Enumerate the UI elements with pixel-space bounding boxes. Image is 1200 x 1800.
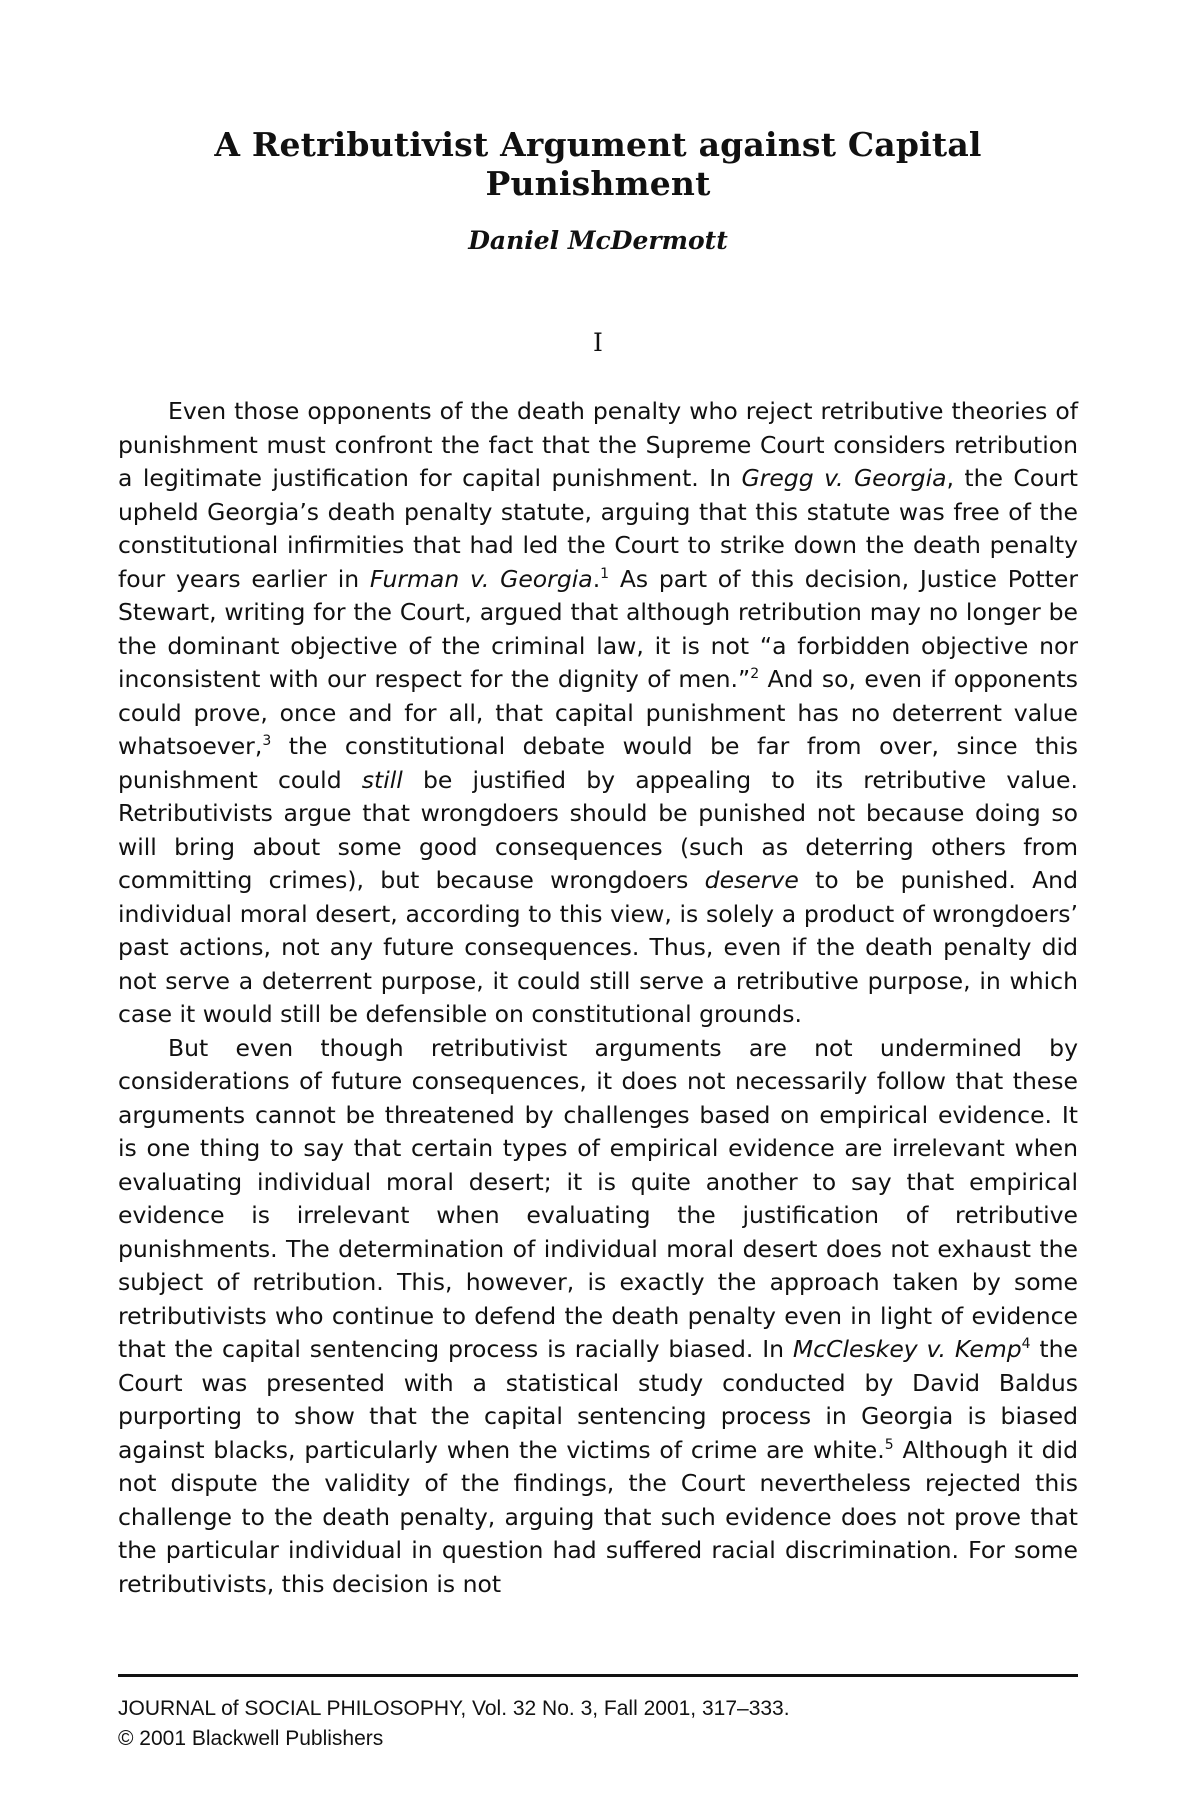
case-name-gregg: Gregg v. Georgia (741, 464, 947, 492)
case-name-mccleskey: McCleskey v. Kemp (792, 1335, 1022, 1363)
emphasis-still: still (361, 765, 403, 794)
paragraph-1 (118, 395, 1078, 1032)
case-name-furman: Furman v. Georgia (369, 564, 593, 593)
article-body (118, 395, 1078, 1601)
text-segment: Although it did not dispute the validity of the findings, the Court nevertheless rejected this challenge to the death penalty, arguing that such evidence does not prove that the particular individual in question had suffered racial discrimination. For some retributivists, this decision is not (118, 1435, 1078, 1598)
text-segment: But even though retributivist arguments are not undermined by considerations of future consequences, it does not necessarily follow that these arguments cannot be threatened by challenges based on empirical evidence. It is one thing to say that certain types of empirical evidence are irrelevant when evaluating individual moral desert; it is quite another to say that empirical evidence is irrelevant when evaluating the justification of retributive punishments. The determination of individual moral desert does not exhaust the subject of retribution. This, however, is exactly the approach taken by some retributivists who continue to defend the death penalty even in light of evidence that the capital sentencing process is racially biased. In (118, 1033, 1078, 1363)
text-segment: to be punished. And individual moral desert, according to this view, is solely a product of wrongdoers’ past actions, not any future consequences. Thus, even if the death penalty did not serve a deterrent purpose, it could still serve a retributive purpose, in which case it would still be defensible on constitutional grounds. (118, 866, 1078, 1028)
page-footer (118, 1694, 1078, 1754)
emphasis-deserve: deserve (704, 866, 799, 894)
text-segment: Even those opponents of the death penalty who reject retributive theories of punishment must confront the fact that the Supreme Court considers retribution a legitimate justification for capital punishment. In (118, 397, 1078, 492)
footer-divider (118, 1674, 1078, 1677)
text-segment: . (592, 564, 601, 593)
section-number: I (593, 328, 603, 357)
text-segment: the constitutional debate would be far from over, since this punishment could (118, 732, 1078, 794)
article-title: A Retributivist Argument against Capital Punishment (214, 125, 982, 203)
text-segment: As part of this decision, Justice Potter Stewart, writing for the Court, argued that although retribution may no longer be the dominant objective of the criminal law, it is not “a forbidden objective nor inconsistent with our respect for the dignity of men.” (118, 564, 1078, 693)
text-segment: the Court was presented with a statistical study conducted by David Baldus purporting to show that the capital sentencing process in Georgia is biased against blacks, particularly when the victims of crime are white. (118, 1335, 1078, 1464)
footnote-ref-1: 1 (600, 565, 610, 582)
article-author: Daniel McDermott (468, 226, 728, 255)
journal-citation: JOURNAL of SOCIAL PHILOSOPHY, Vol. 32 No. 3, Fall 2001, 317–333. (118, 1697, 790, 1720)
paragraph-2 (118, 1032, 1078, 1602)
journal-page (118, 0, 1078, 1800)
footnote-ref-2: 2 (750, 666, 760, 683)
footnote-ref-4: 4 (1021, 1336, 1031, 1353)
text-segment: be justified by appealing to its retributive value. Retributivists argue that wrongdoers should be punished not because doing so will bring about some good consequences (such as deterring others from committing crimes), but because wrongdoers (118, 765, 1078, 894)
footnote-ref-5: 5 (884, 1436, 894, 1453)
footnote-ref-3: 3 (262, 733, 272, 750)
text-segment: And so, even if opponents could prove, once and for all, that capital punishment has no deterrent value whatsoever, (118, 665, 1078, 760)
text-segment: , the Court upheld Georgia’s death penalty statute, arguing that this statute was free of the constitutional infirmities that had led the Court to strike down the death penalty four years earlier in (118, 464, 1078, 593)
copyright-notice: © 2001 Blackwell Publishers (118, 1727, 384, 1750)
